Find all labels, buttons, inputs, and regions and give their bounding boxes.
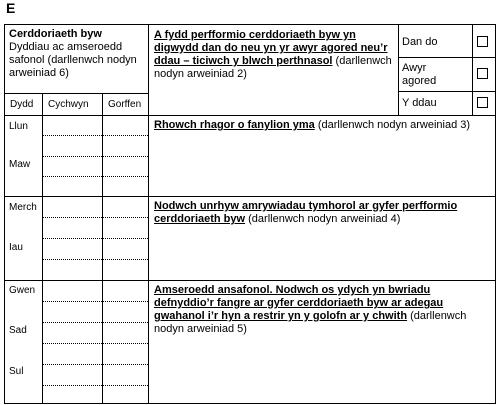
non-standard-times-question: Amseroedd ansafonol. Nodwch os ydych yn bwriadu defnyddio’r fangre ar gyfer cerddoriaeth byw ar adegau gwahanol i’r hyn a restrir yn y golofn ar y chwith (darllenwch nodyn arweiniad 5) [154,284,467,335]
day-label: Merch [9,202,37,213]
day-label: Maw [9,159,31,170]
divider-left-right [148,25,149,403]
guidance-note: (darllenwch nodyn arweiniad 2) [154,55,392,80]
standard-times-subtitle: Dyddiau ac amseroedd safonol (darllenwch nodyn arweiniad 6) [9,41,137,79]
column-header-day: Dydd [10,99,34,110]
outdoors-checkbox[interactable] [477,68,488,79]
non-standard-times-field[interactable] [151,343,491,401]
day-label: Sul [9,366,24,377]
both-checkbox[interactable] [477,97,488,108]
guidance-note: (darllenwch nodyn arweiniad 3) [317,119,471,131]
guidance-note: (darllenwch nodyn arweiniad 5) [154,310,467,335]
day-label: Llun [9,121,28,132]
divider-question-options [398,25,399,115]
divider-start-finish [102,93,103,403]
option-indoors-label: Dan do [402,36,438,48]
divider-options-checkboxes [472,25,473,115]
further-details-field[interactable] [151,147,491,193]
option-both-label: Y ddau [402,97,437,109]
column-header-start: Cychwyn [48,99,89,110]
guidance-note: (darllenwch nodyn arweiniad 4) [248,213,401,225]
further-details-question: Rhowch rhagor o fanylion yma (darllenwch nodyn arweiniad 3) [154,119,471,131]
seasonal-variations-question: Nodwch unrhyw amrywiadau tymhorol ar gyfer perfformio cerddoriaeth byw (darllenwch nodyn arweiniad 4) [154,200,458,225]
divider-day-start [42,93,43,403]
day-label: Gwen [9,285,36,296]
start-time-input[interactable] [43,116,102,135]
section-letter: E [6,0,16,16]
day-label: Sad [9,325,27,336]
seasonal-variations-field[interactable] [151,230,491,277]
indoors-checkbox[interactable] [477,36,488,47]
live-music-title: Cerddoriaeth byw [9,28,102,40]
option-outdoors-label: Awyr agored [402,62,437,87]
live-music-form [4,24,496,404]
day-label: Iau [9,242,23,253]
column-header-finish: Gorffen [108,99,142,110]
finish-time-input[interactable] [103,116,148,135]
indoor-outdoor-question: A fydd perfformio cerddoriaeth byw yn digwydd dan do neu yn yr awyr agored neu’r ddau – ticiwch y blwch perthnasol (darllenwch nodyn arweiniad 2) [154,29,392,80]
